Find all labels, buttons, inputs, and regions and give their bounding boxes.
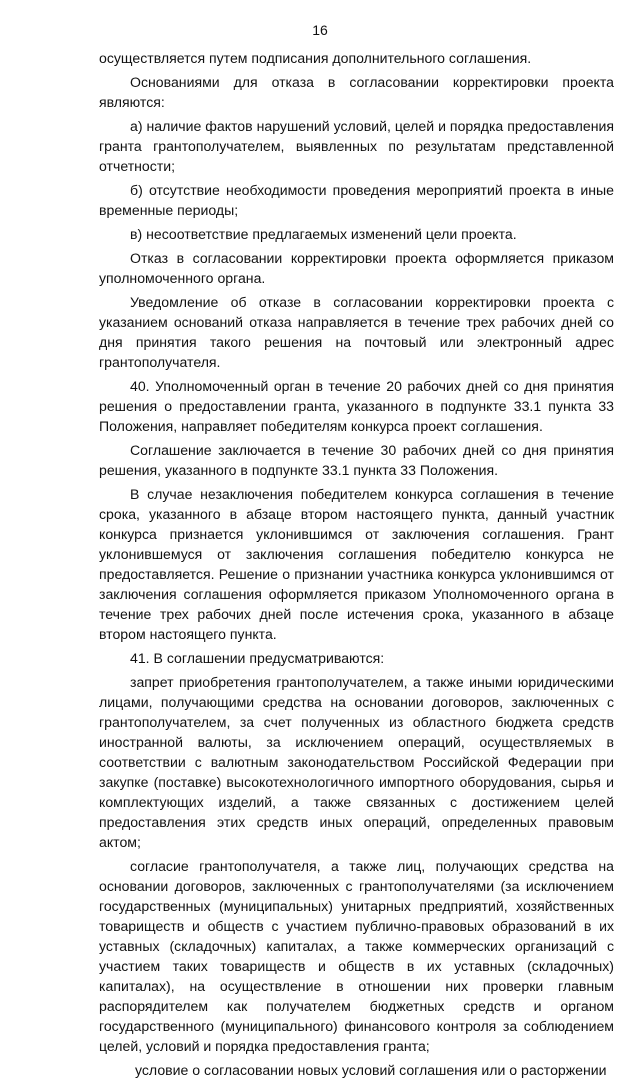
paragraph-clause-40: 40. Уполномоченный орган в течение 20 рабочих дней со дня принятия решения о предоставлении гранта, указанного в подпункте 33.1 пункта 33 Положения, направляет победителям конкурса проект соглашения. — [99, 378, 614, 434]
paragraph-item-c: в) несоответствие предлагаемых изменений цели проекта. — [130, 226, 517, 242]
paragraph-consent-audit: согласие грантополучателя, а также лиц, получающих средства на основании договоров, заключенных с грантополучателями (за исключением государственных (муниципальных) унитарных предприятий, хозяйственных товариществ и обществ с участием публично-правовых образований в их уставных (складочных) капиталах, а также коммерческих организаций с участием таких товариществ и обществ в их уставных (складочных) капиталах), на осуществление в отношении них проверки главным распорядителем как получателем бюджетных средств и органом государственного (муниципального) финансового контроля за соблюдением целей, условий и порядка предоставления гранта; — [99, 858, 614, 1054]
paragraph-item-b: б) отсутствие необходимости проведения мероприятий проекта в иные временные периоды; — [99, 182, 614, 218]
paragraph-item-a: а) наличие фактов нарушений условий, целей и порядка предоставления гранта грантополучателем, выявленных по результатам представленной отчетности; — [99, 118, 614, 174]
paragraph-new-conditions: условие о согласовании новых условий соглашения или о расторжении — [135, 1062, 607, 1078]
paragraph-continuation: осуществляется путем подписания дополнительного соглашения. — [99, 50, 532, 66]
paragraph-currency-ban: запрет приобретения грантополучателем, а также иными юридическими лицами, получающими средства на основании договоров, заключенных с грантополучателем, за счет полученных из областного бюджета средств иностранной валюты, за исключением операций, осуществляемых в соответствии с валютным законодательством Российской Федерации при закупке (поставке) высокотехнологичного импортного оборудования, сырья и комплектующих изделий, а также связанных с достижением целей предоставления этих средств иных операций, определенных правовым актом; — [99, 674, 614, 850]
document-body — [99, 48, 614, 1084]
paragraph-non-conclusion: В случае незаключения победителем конкурса соглашения в течение срока, указанного в абзаце втором настоящего пункта, данный участник конкурса признается уклонившимся от заключения соглашения. Грант уклонившемуся от заключения соглашения победителю конкурса не предоставляется. Решение о признании участника конкурса уклонившимся от заключения соглашения оформляется приказом Уполномоченного органа в течение трех рабочих дней после истечения срока, указанного в абзаце втором настоящего пункта. — [99, 486, 614, 642]
paragraph-agreement-term: Соглашение заключается в течение 30 рабочих дней со дня принятия решения, указанного в подпункте 33.1 пункта 33 Положения. — [99, 442, 614, 478]
paragraph-clause-41: 41. В соглашении предусматриваются: — [130, 650, 385, 666]
paragraph-refusal-notice: Уведомление об отказе в согласовании корректировки проекта с указанием оснований отказа направляется в течение трех рабочих дней со дня принятия такого решения на почтовый или электронный адрес грантополучателя. — [99, 294, 614, 370]
paragraph-refusal-grounds: Основаниями для отказа в согласовании корректировки проекта являются: — [99, 74, 614, 110]
page-number: 16 — [312, 22, 328, 38]
paragraph-refusal-order: Отказ в согласовании корректировки проекта оформляется приказом уполномоченного органа. — [99, 250, 614, 286]
